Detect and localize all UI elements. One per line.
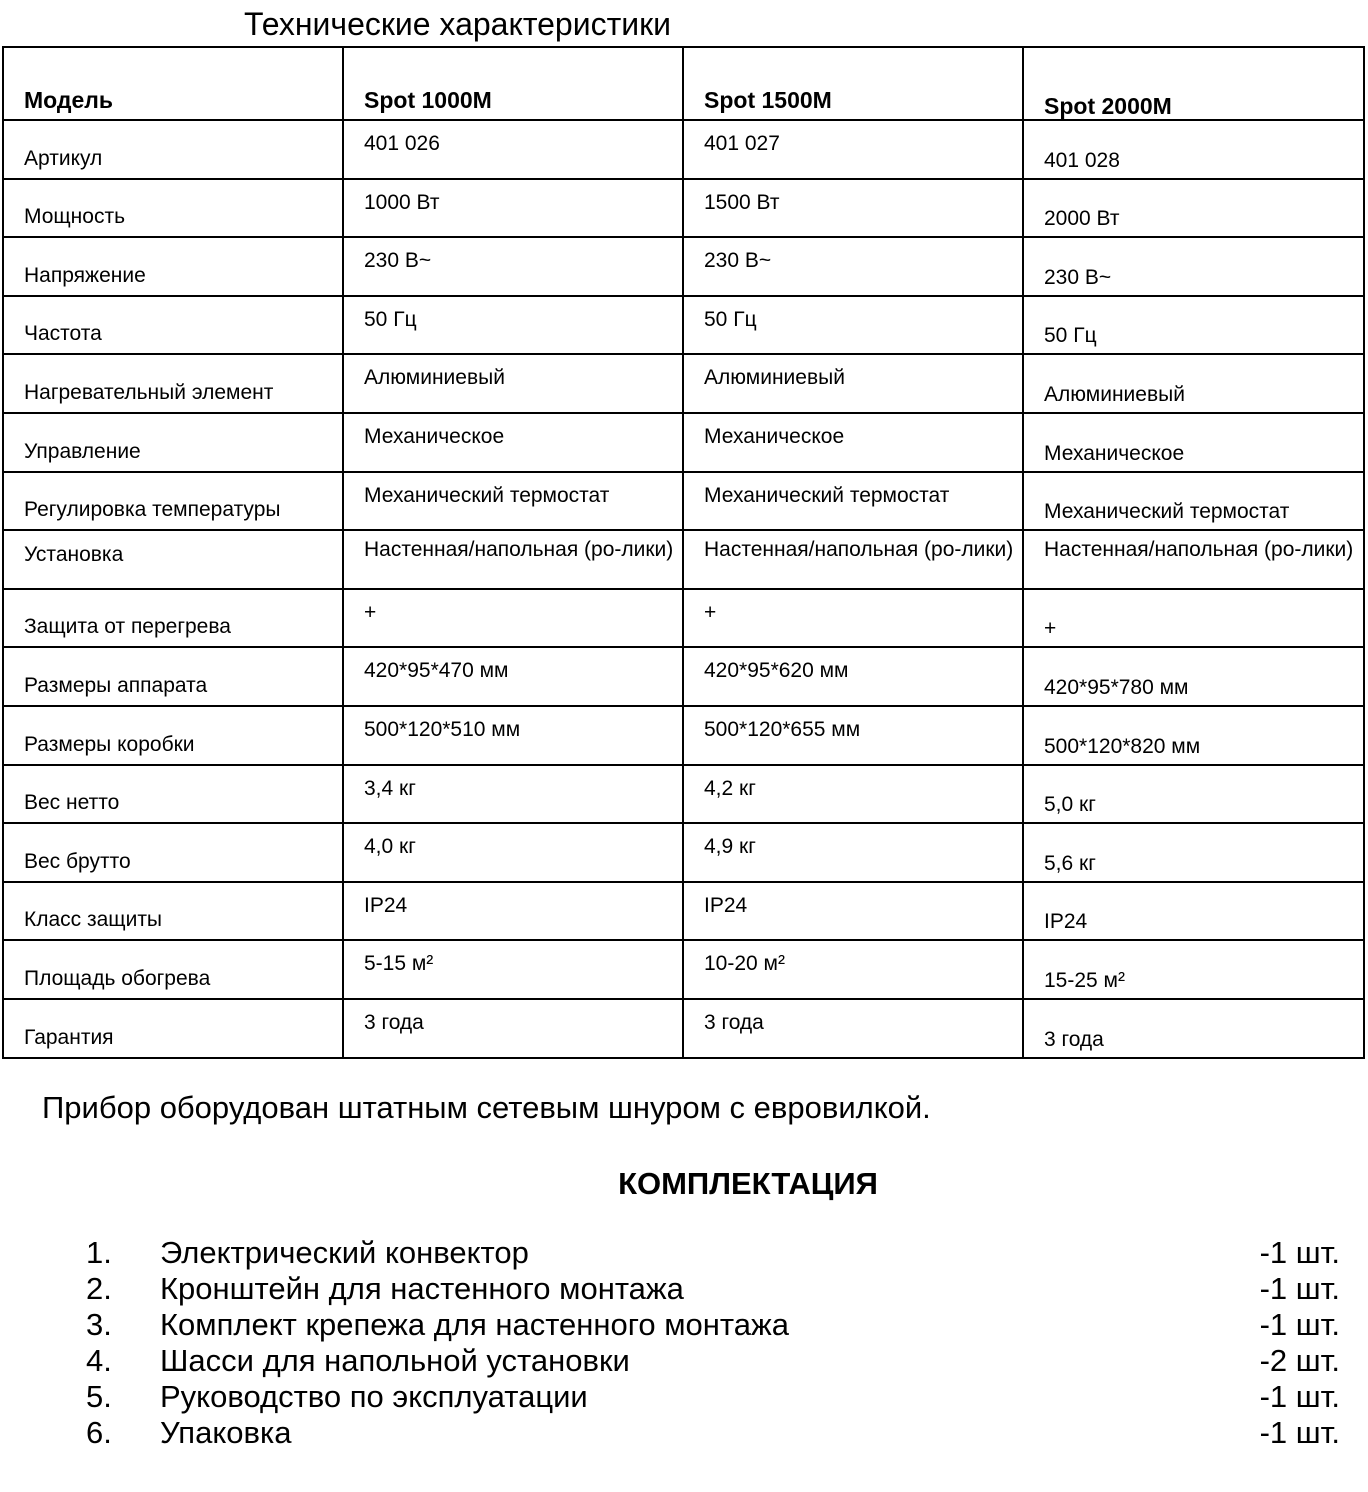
row-label: Класс защиты: [3, 882, 343, 941]
doc-title: Технические характеристики: [244, 6, 671, 42]
cell-value: 420*95*620 мм: [683, 647, 1023, 706]
cell-value: 230 В~: [683, 237, 1023, 296]
item-number: 4.: [86, 1343, 112, 1378]
item-name: Упаковка: [160, 1415, 292, 1450]
note-text: Прибор оборудован штатным сетевым шнуром с евровилкой.: [42, 1090, 931, 1125]
table-row: [3, 999, 1364, 1058]
row-label: Артикул: [3, 120, 343, 179]
item-number: 5.: [86, 1379, 112, 1414]
row-label: Мощность: [3, 179, 343, 238]
cell-value: 3 года: [1023, 999, 1364, 1058]
cell-value: 500*120*820 мм: [1023, 706, 1364, 765]
cell-value: 401 028: [1023, 120, 1364, 179]
cell-value: 5,0 кг: [1023, 765, 1364, 824]
row-label: Вес брутто: [3, 823, 343, 882]
cell-value: Механический термостат: [1023, 472, 1364, 531]
table-row: [3, 823, 1364, 882]
row-label: Размеры коробки: [3, 706, 343, 765]
table-row: [3, 706, 1364, 765]
cell-value: 420*95*470 мм: [343, 647, 683, 706]
list-item: [0, 1379, 1368, 1415]
cell-value: 50 Гц: [1023, 296, 1364, 355]
table-row: [3, 647, 1364, 706]
row-label: Размеры аппарата: [3, 647, 343, 706]
cell-value: 10-20 м²: [683, 940, 1023, 999]
kit-list: [0, 1235, 1368, 1451]
item-number: 2.: [86, 1271, 112, 1306]
table-row: [3, 354, 1364, 413]
list-item: [0, 1307, 1368, 1343]
list-item: [0, 1415, 1368, 1451]
row-label: Защита от перегрева: [3, 589, 343, 648]
row-label: Вес нетто: [3, 765, 343, 824]
item-name: Шасси для напольной установки: [160, 1343, 630, 1378]
cell-value: Настенная/напольная (ро-лики): [343, 530, 683, 589]
cell-value: IP24: [1023, 882, 1364, 941]
table-row: [3, 589, 1364, 648]
item-quantity: -1 шт.: [1259, 1415, 1340, 1450]
table-row: [3, 882, 1364, 941]
cell-value: 4,2 кг: [683, 765, 1023, 824]
table-row: [3, 530, 1364, 589]
table-row: [3, 413, 1364, 472]
cell-value: 50 Гц: [683, 296, 1023, 355]
item-number: 3.: [86, 1307, 112, 1342]
cell-value: Настенная/напольная (ро-лики): [1023, 530, 1364, 589]
header-model: Spot 2000M: [1023, 47, 1364, 120]
item-name: Руководство по эксплуатации: [160, 1379, 588, 1414]
cell-value: 1000 Вт: [343, 179, 683, 238]
cell-value: Механический термостат: [683, 472, 1023, 531]
cell-value: 500*120*655 мм: [683, 706, 1023, 765]
cell-value: 420*95*780 мм: [1023, 647, 1364, 706]
table-row: [3, 296, 1364, 355]
header-model: Spot 1500M: [683, 47, 1023, 120]
list-item: [0, 1343, 1368, 1379]
header-model: Spot 1000M: [343, 47, 683, 120]
item-quantity: -1 шт.: [1259, 1271, 1340, 1306]
cell-value: 2000 Вт: [1023, 179, 1364, 238]
cell-value: 401 026: [343, 120, 683, 179]
cell-value: Механическое: [1023, 413, 1364, 472]
kit-heading: КОМПЛЕКТАЦИЯ: [618, 1166, 878, 1201]
item-quantity: -1 шт.: [1259, 1307, 1340, 1342]
row-label: Площадь обогрева: [3, 940, 343, 999]
cell-value: Алюминиевый: [343, 354, 683, 413]
cell-value: 401 027: [683, 120, 1023, 179]
row-label: Частота: [3, 296, 343, 355]
cell-value: 230 В~: [1023, 237, 1364, 296]
cell-value: 4,9 кг: [683, 823, 1023, 882]
item-number: 1.: [86, 1235, 112, 1270]
cell-value: Алюминиевый: [1023, 354, 1364, 413]
cell-value: +: [683, 589, 1023, 648]
row-label: Нагревательный элемент: [3, 354, 343, 413]
header-row: [3, 47, 1364, 120]
row-label: Гарантия: [3, 999, 343, 1058]
cell-value: 50 Гц: [343, 296, 683, 355]
cell-value: 15-25 м²: [1023, 940, 1364, 999]
cell-value: 230 В~: [343, 237, 683, 296]
cell-value: 4,0 кг: [343, 823, 683, 882]
cell-value: IP24: [343, 882, 683, 941]
cell-value: 3 года: [343, 999, 683, 1058]
row-label: Регулировка температуры: [3, 472, 343, 531]
list-item: [0, 1271, 1368, 1307]
cell-value: Настенная/напольная (ро-лики): [683, 530, 1023, 589]
item-quantity: -1 шт.: [1259, 1379, 1340, 1414]
item-name: Комплект крепежа для настенного монтажа: [160, 1307, 789, 1342]
cell-value: 1500 Вт: [683, 179, 1023, 238]
cell-value: Механическое: [683, 413, 1023, 472]
cell-value: Механический термостат: [343, 472, 683, 531]
table-row: [3, 237, 1364, 296]
item-quantity: -1 шт.: [1259, 1235, 1340, 1270]
cell-value: Алюминиевый: [683, 354, 1023, 413]
header-label: Модель: [3, 47, 343, 120]
table-row: [3, 120, 1364, 179]
item-name: Кронштейн для настенного монтажа: [160, 1271, 684, 1306]
cell-value: 3 года: [683, 999, 1023, 1058]
specs-table: [2, 46, 1365, 1059]
cell-value: 5-15 м²: [343, 940, 683, 999]
table-row: [3, 765, 1364, 824]
list-item: [0, 1235, 1368, 1271]
row-label: Напряжение: [3, 237, 343, 296]
cell-value: +: [343, 589, 683, 648]
item-name: Электрический конвектор: [160, 1235, 529, 1270]
specs-body: [3, 120, 1364, 1058]
row-label: Управление: [3, 413, 343, 472]
row-label: Установка: [3, 530, 343, 589]
cell-value: 3,4 кг: [343, 765, 683, 824]
item-number: 6.: [86, 1415, 112, 1450]
table-row: [3, 179, 1364, 238]
cell-value: +: [1023, 589, 1364, 648]
cell-value: 5,6 кг: [1023, 823, 1364, 882]
cell-value: 500*120*510 мм: [343, 706, 683, 765]
item-quantity: -2 шт.: [1259, 1343, 1340, 1378]
table-row: [3, 940, 1364, 999]
cell-value: Механическое: [343, 413, 683, 472]
table-row: [3, 472, 1364, 531]
cell-value: IP24: [683, 882, 1023, 941]
